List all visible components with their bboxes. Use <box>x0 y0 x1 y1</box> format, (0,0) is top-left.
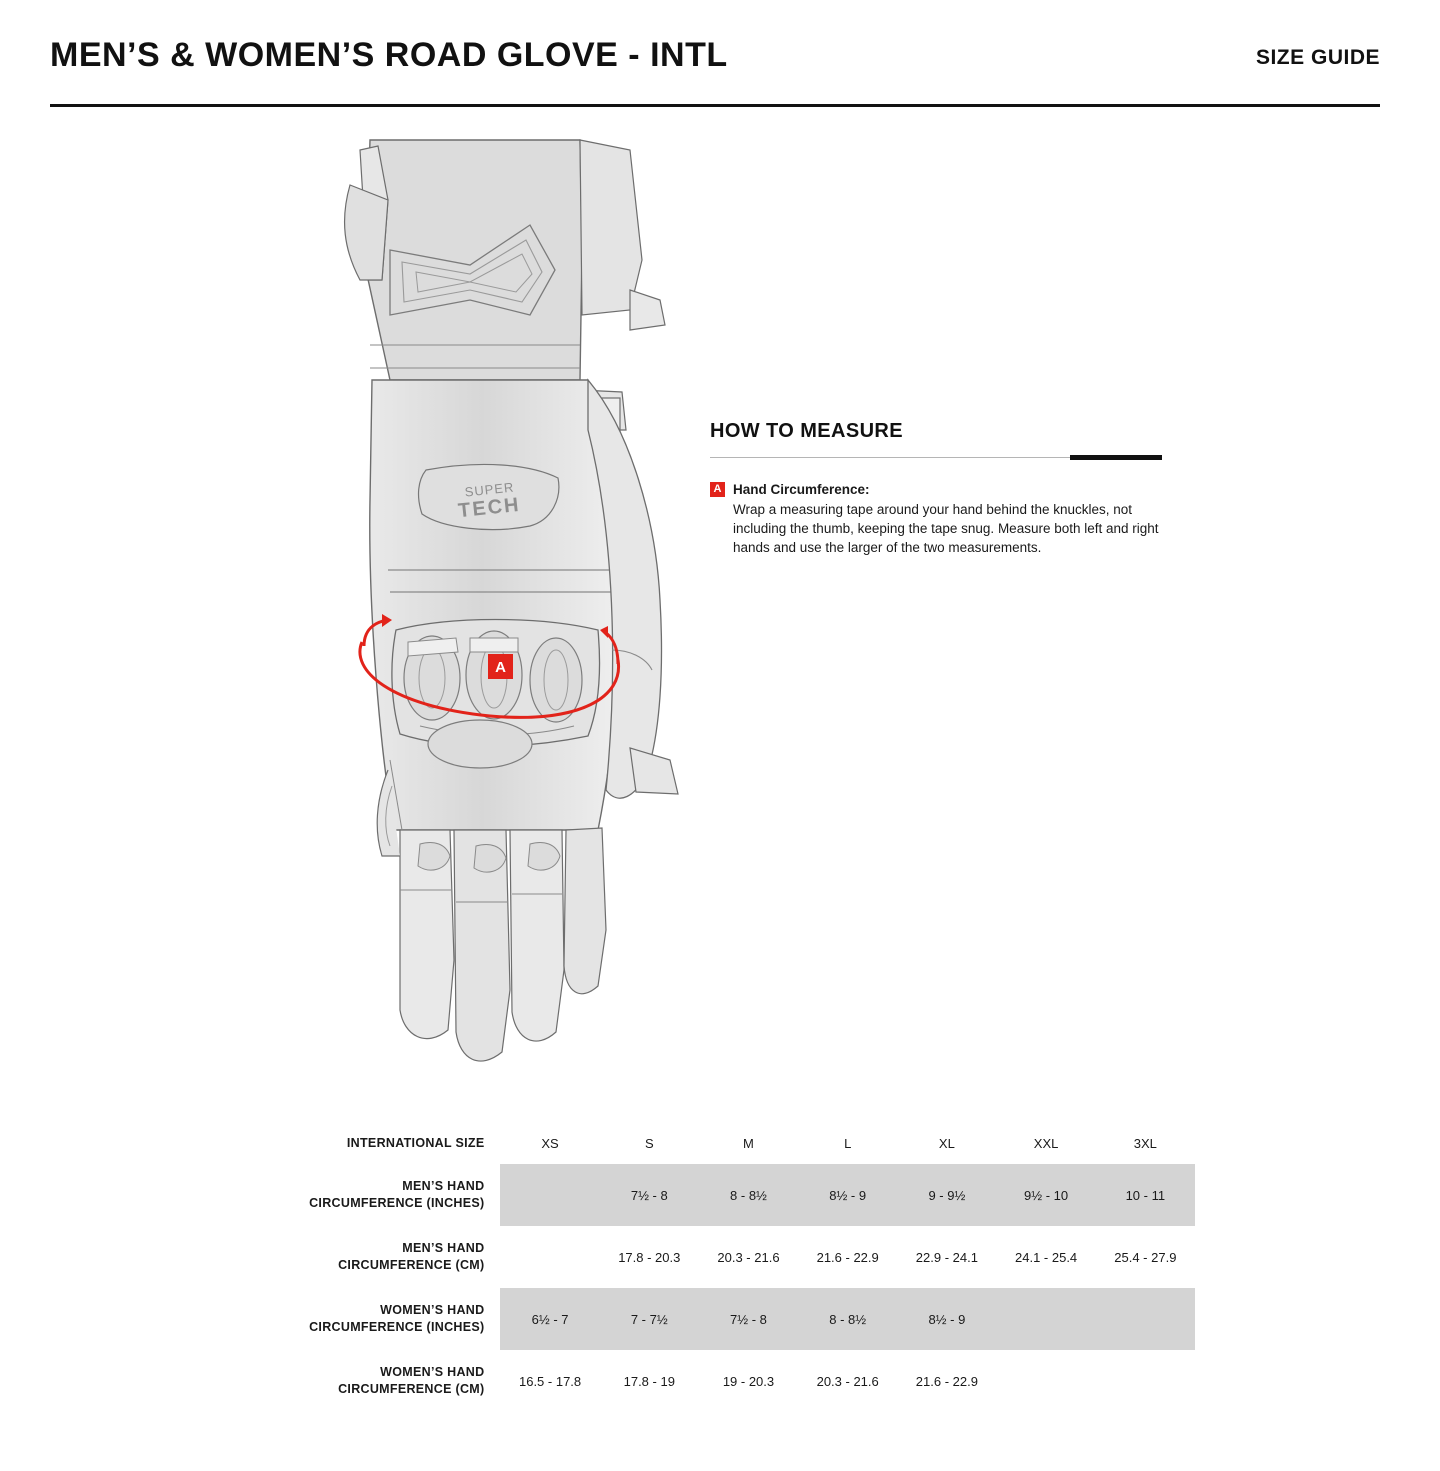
cell-mens-cm-3xl: 25.4 - 27.9 <box>1114 1249 1177 1265</box>
divider-accent <box>1070 455 1162 460</box>
page-title: MEN’S & WOMEN’S ROAD GLOVE - INTL <box>50 36 728 74</box>
row-label-womens-inches <box>285 1288 500 1350</box>
table-header-row <box>285 1122 1195 1164</box>
row-label-line1: MEN’S HAND <box>402 1179 485 1194</box>
cell-mens-cm-xl: 22.9 - 24.1 <box>915 1249 978 1265</box>
cell-mens-cm-l: 21.6 - 22.9 <box>816 1249 879 1265</box>
cell-womens-cm-s: 17.8 - 19 <box>623 1373 675 1389</box>
row-label-line2: CIRCUMFERENCE (INCHES) <box>309 1320 485 1334</box>
cell-mens-cm-xxl: 24.1 - 25.4 <box>1015 1249 1078 1265</box>
table-row <box>285 1226 1195 1288</box>
cell-mens-inches-xxl: 9½ - 10 <box>996 1164 1095 1226</box>
cell-womens-inches-xl: 8½ - 9 <box>897 1288 996 1350</box>
header-divider <box>50 104 1380 107</box>
size-header-s: S <box>644 1135 654 1151</box>
size-header-3xl: 3XL <box>1133 1135 1157 1151</box>
cell-womens-cm-xl: 21.6 - 22.9 <box>915 1373 978 1389</box>
size-header-xs: XS <box>541 1135 559 1151</box>
cell-mens-inches-s: 7½ - 8 <box>600 1164 699 1226</box>
table-header-label: INTERNATIONAL SIZE <box>346 1136 485 1150</box>
cell-womens-cm-3xl <box>1096 1350 1195 1412</box>
svg-text:SUPER: SUPER <box>463 479 516 500</box>
row-label-line1: MEN’S HAND <box>402 1241 485 1256</box>
cell-womens-cm-xs: 16.5 - 17.8 <box>518 1373 582 1389</box>
row-label-mens-cm <box>285 1226 500 1288</box>
glove-illustration <box>330 130 750 1090</box>
cell-womens-inches-m: 7½ - 8 <box>699 1288 798 1350</box>
size-header-xl: XL <box>938 1135 955 1151</box>
how-to-measure-title: HOW TO MEASURE <box>710 420 904 442</box>
svg-text:TECH: TECH <box>457 493 522 523</box>
cell-womens-cm-l: 20.3 - 21.6 <box>816 1373 879 1389</box>
cell-mens-inches-xl: 9 - 9½ <box>897 1164 996 1226</box>
measure-item-a <box>710 480 1180 558</box>
svg-text:A: A <box>495 659 506 676</box>
measure-item-a-label: Hand Circumference: <box>733 482 870 497</box>
cell-womens-inches-xs: 6½ - 7 <box>500 1288 599 1350</box>
size-header-m: M <box>743 1135 754 1151</box>
cell-mens-inches-3xl: 10 - 11 <box>1096 1164 1195 1226</box>
badge-a-icon: A <box>710 482 725 497</box>
row-label-line2: CIRCUMFERENCE (INCHES) <box>309 1196 485 1210</box>
cell-mens-inches-xs <box>500 1164 599 1226</box>
size-header-xxl: XXL <box>1033 1135 1059 1151</box>
table-row <box>285 1164 1195 1226</box>
row-label-line2: CIRCUMFERENCE (CM) <box>338 1258 485 1272</box>
how-to-measure-divider <box>710 457 1162 458</box>
cell-mens-inches-l: 8½ - 9 <box>798 1164 897 1226</box>
row-label-line2: CIRCUMFERENCE (CM) <box>338 1382 485 1396</box>
cell-mens-cm-m: 20.3 - 21.6 <box>717 1249 780 1265</box>
cell-womens-inches-xxl <box>996 1288 1095 1350</box>
cell-womens-inches-l: 8 - 8½ <box>798 1288 897 1350</box>
row-label-line1: WOMEN’S HAND <box>380 1303 485 1318</box>
measure-item-a-text <box>733 480 1180 558</box>
cell-mens-inches-m: 8 - 8½ <box>699 1164 798 1226</box>
cell-womens-cm-xxl <box>996 1350 1095 1412</box>
size-chart-table <box>285 1122 1195 1412</box>
row-label-womens-cm <box>285 1350 500 1412</box>
size-guide-label: SIZE GUIDE <box>1255 46 1380 69</box>
cell-womens-inches-3xl <box>1096 1288 1195 1350</box>
cell-womens-inches-s: 7 - 7½ <box>600 1288 699 1350</box>
how-to-measure-section <box>710 420 1180 558</box>
cell-mens-cm-s: 17.8 - 20.3 <box>618 1249 681 1265</box>
size-header-l: L <box>844 1135 852 1151</box>
table-row <box>285 1350 1195 1412</box>
table-row <box>285 1288 1195 1350</box>
row-label-line1: WOMEN’S HAND <box>380 1365 485 1380</box>
measure-item-a-description: Wrap a measuring tape around your hand behind the knuckles, not including the thumb, keeping the tape snug. Measure both left and right hands and use the larger of the two measurements. <box>733 502 1159 556</box>
cell-womens-cm-m: 19 - 20.3 <box>722 1373 775 1389</box>
cell-mens-cm-xs <box>500 1226 599 1288</box>
page-header <box>50 38 1380 72</box>
row-label-mens-inches <box>285 1164 500 1226</box>
